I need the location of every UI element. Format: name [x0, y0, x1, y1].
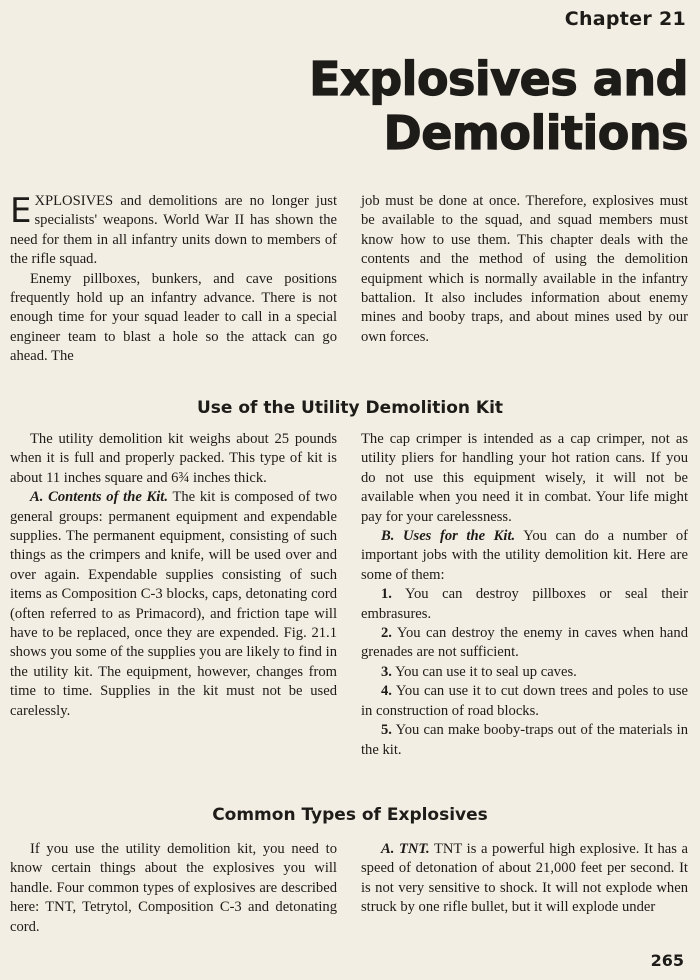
- use-item-2-number: 2.: [381, 625, 392, 642]
- section2-columns: [10, 840, 688, 937]
- tnt-text: TNT is a powerful high explosive. It has a speed of detonation of about 21,000 feet per second. It is not very sensitive to shock. It will not explode when struck by one rifle bullet, but it will explode under: [361, 841, 688, 916]
- use-item-3-number: 3.: [381, 663, 392, 680]
- contents-of-kit-paragraph: [10, 488, 337, 721]
- use-item-5-number: 5.: [381, 722, 392, 739]
- intro-paragraph-1: [10, 192, 337, 270]
- kit-description-paragraph: The utility demolition kit weighs about 25 pounds when it is full and properly packed. This type of kit is about 11 inches square and 6¾ inches thick.: [10, 431, 337, 486]
- section1-columns: [10, 430, 688, 760]
- contents-of-kit-text: The kit is composed of two general groups: permanent equipment and expendable supplies. The permanent equipment, consisting of such things as the crimpers and knife, will be used over and over again. Expendable supplies consisting of such items as Composition C-3 blocks, caps, detonating cord (often referred to as Primacord), and friction tape will have to be replaced, once they are expended. Fig. 21.1 shows you some of the supplies you are likely to find in the utility kit. The equipment, however, changes from time to time. Supplies in the kit must not be used carelessly.: [10, 489, 337, 719]
- tnt-paragraph: [361, 840, 688, 918]
- use-item-2-text: You can destroy the enemy in caves when hand grenades are not sufficient.: [361, 625, 688, 661]
- intro-paragraph-1-text: XPLOSIVES and demolitions are no longer just specialists' weapons. World War II has shown the need for them in all infantry units down to members of the rifle squad.: [10, 193, 337, 268]
- chapter-title-line-1: Explosives and: [309, 52, 688, 106]
- page-number: 265: [650, 951, 684, 970]
- intro-paragraph-2: Enemy pillboxes, bunkers, and cave positions frequently hold up an infantry advance. There is not enough time for your squad leader to call in a special engineer team to blast a hole so the attack can go ahead. The: [10, 270, 337, 365]
- use-item-3: [361, 663, 688, 682]
- use-item-1-text: You can destroy pillboxes or seal their embrasures.: [361, 586, 689, 622]
- chapter-title: [128, 52, 688, 160]
- intro-left-column: [10, 192, 337, 367]
- use-item-4-text: You can use it to cut down trees and poles to use in construction of road blocks.: [361, 683, 688, 719]
- chapter-title-line-2: Demolitions: [383, 106, 688, 160]
- section-heading-utility-kit: Use of the Utility Demolition Kit: [196, 398, 504, 418]
- tnt-label: A. TNT.: [381, 841, 430, 857]
- intro-columns: [10, 192, 688, 367]
- uses-for-kit-paragraph: [361, 527, 688, 585]
- use-item-1-number: 1.: [381, 586, 392, 603]
- chapter-label: Chapter 21: [564, 8, 686, 30]
- uses-for-kit-label: B. Uses for the Kit.: [381, 528, 516, 545]
- contents-of-kit-label: A. Contents of the Kit.: [30, 489, 169, 506]
- use-item-2: [361, 624, 688, 663]
- uses-for-kit-text: You can do a number of important jobs with the utility demolition kit. Here are some of them:: [361, 528, 688, 583]
- section1-left-column: [10, 430, 337, 760]
- use-item-4-number: 4.: [381, 683, 392, 700]
- use-item-1: [361, 585, 688, 624]
- use-item-3-text: You can use it to seal up caves.: [395, 663, 577, 680]
- cap-crimper-paragraph: The cap crimper is intended as a cap crimper, not as utility pliers for handling your hot ration cans. If you do not use this equipment wisely, it will not be available when you need it in combat. Your life might pay for your carelessness.: [361, 431, 688, 525]
- section1-right-column: [361, 430, 688, 760]
- section2-right-column: [361, 840, 688, 937]
- drop-cap: E: [10, 191, 32, 231]
- section-heading-common-explosives: Common Types of Explosives: [212, 805, 488, 825]
- section2-left-column: [10, 840, 337, 937]
- intro-right-column: [361, 192, 688, 367]
- use-item-5-text: You can make booby-traps out of the materials in the kit.: [361, 722, 688, 758]
- intro-paragraph-3: job must be done at once. Therefore, explosives must be available to the squad, and squad members must know how to use them. This chapter deals with the contents and the method of using the demolition equipment which is normally available in the infantry battalion. It also includes information about enemy mines and booby traps, and about mines used by our own forces.: [361, 193, 688, 345]
- use-item-4: [361, 682, 688, 721]
- explosives-intro-paragraph: If you use the utility demolition kit, you need to know certain things about the explosives you will handle. Four common types of explosives are described here: TNT, Tetrytol, Composition C-3 and detonating cord.: [10, 841, 337, 935]
- use-item-5: [361, 721, 688, 760]
